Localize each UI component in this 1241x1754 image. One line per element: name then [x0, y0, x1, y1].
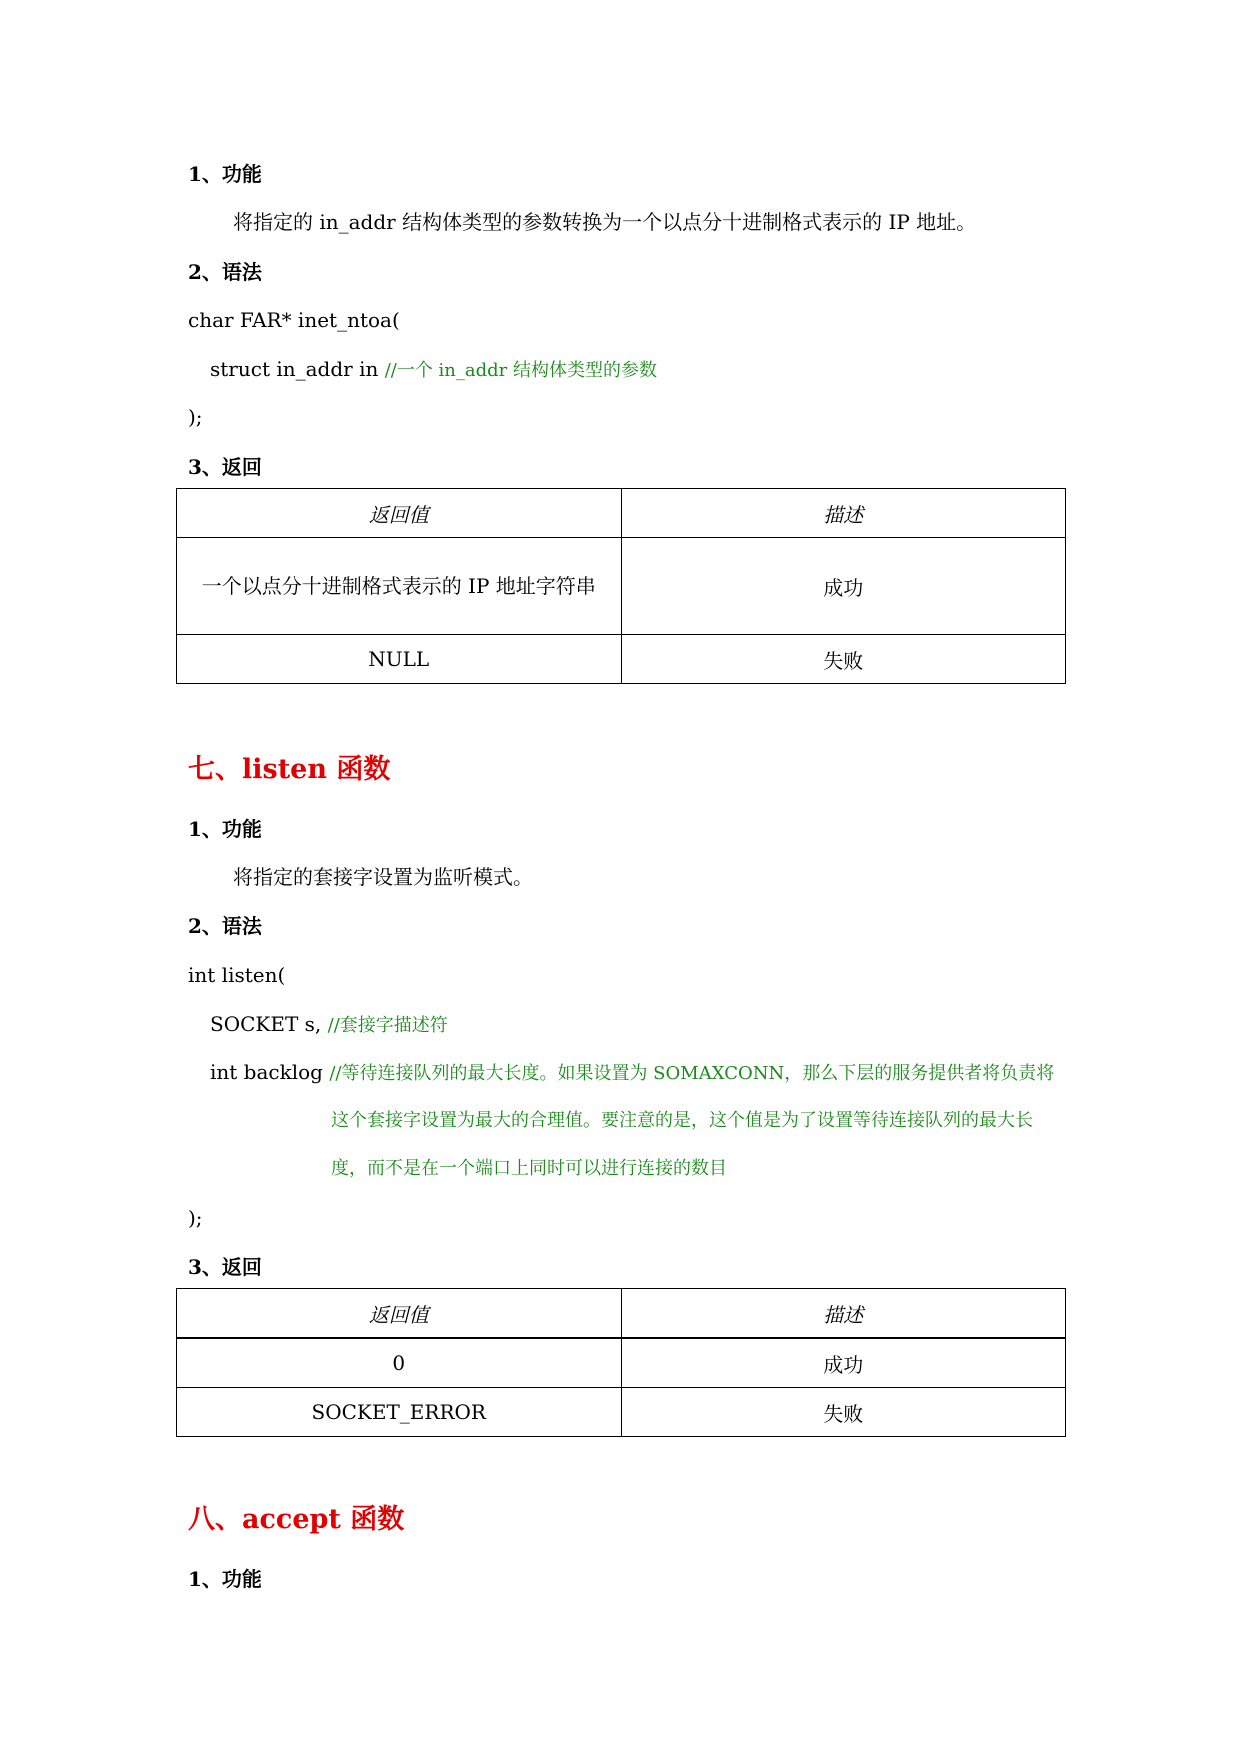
function-description: 将指定的 in_addr 结构体类型的参数转换为一个以点分十进制格式表示的 IP 地址。	[233, 210, 977, 234]
table-row	[177, 635, 1066, 684]
code-line	[210, 1010, 448, 1040]
code-comment: 度，而不是在一个端口上同时可以进行连接的数目	[331, 1158, 727, 1179]
section-heading-function: 1、功能	[188, 817, 262, 841]
table-cell: 一个以点分十进制格式表示的 IP 地址字符串	[177, 538, 622, 635]
code-text: int backlog	[210, 1060, 330, 1084]
table-row	[177, 1388, 1066, 1437]
code-line: char FAR* inet_ntoa(	[188, 308, 400, 332]
code-line: );	[188, 1206, 203, 1230]
table-cell: 失败	[621, 1388, 1066, 1437]
table-row	[177, 538, 1066, 635]
code-text: SOCKET s,	[210, 1012, 328, 1036]
return-value-table	[176, 1288, 1066, 1437]
code-comment: //套接字描述符	[327, 1015, 448, 1036]
section-heading-syntax: 2、语法	[188, 260, 262, 284]
table-header-cell: 返回值	[177, 1289, 622, 1339]
table-cell: 成功	[621, 1338, 1066, 1388]
table-cell: 失败	[621, 635, 1066, 684]
code-line: int listen(	[188, 963, 286, 987]
chapter-title: 七、listen 函数	[188, 754, 391, 785]
code-comment: 这个套接字设置为最大的合理值。要注意的是，这个值是为了设置等待连接队列的最大长	[331, 1110, 1033, 1131]
code-comment: //等待连接队列的最大长度。如果设置为 SOMAXCONN，那么下层的服务提供者将负责将	[329, 1063, 1055, 1084]
chapter-title: 八、accept 函数	[188, 1504, 405, 1535]
code-line	[210, 1058, 1054, 1088]
section-heading-return: 3、返回	[188, 455, 262, 479]
code-text: struct in_addr in	[210, 357, 385, 381]
section-heading-return: 3、返回	[188, 1255, 262, 1279]
table-header-cell: 描述	[621, 1289, 1066, 1339]
section-heading-function: 1、功能	[188, 162, 262, 186]
section-heading-function: 1、功能	[188, 1567, 262, 1591]
code-line: );	[188, 405, 203, 429]
table-cell: SOCKET_ERROR	[177, 1388, 622, 1437]
table-cell: 0	[177, 1338, 622, 1388]
table-cell: NULL	[177, 635, 622, 684]
return-value-table	[176, 488, 1066, 684]
section-heading-syntax: 2、语法	[188, 914, 262, 938]
code-comment: //一个 in_addr 结构体类型的参数	[384, 360, 658, 381]
table-cell: 成功	[621, 538, 1066, 635]
function-description: 将指定的套接字设置为监听模式。	[233, 865, 533, 889]
table-header-cell: 返回值	[177, 489, 622, 538]
table-header-cell: 描述	[621, 489, 1066, 538]
table-row	[177, 1338, 1066, 1388]
code-line	[210, 355, 657, 385]
